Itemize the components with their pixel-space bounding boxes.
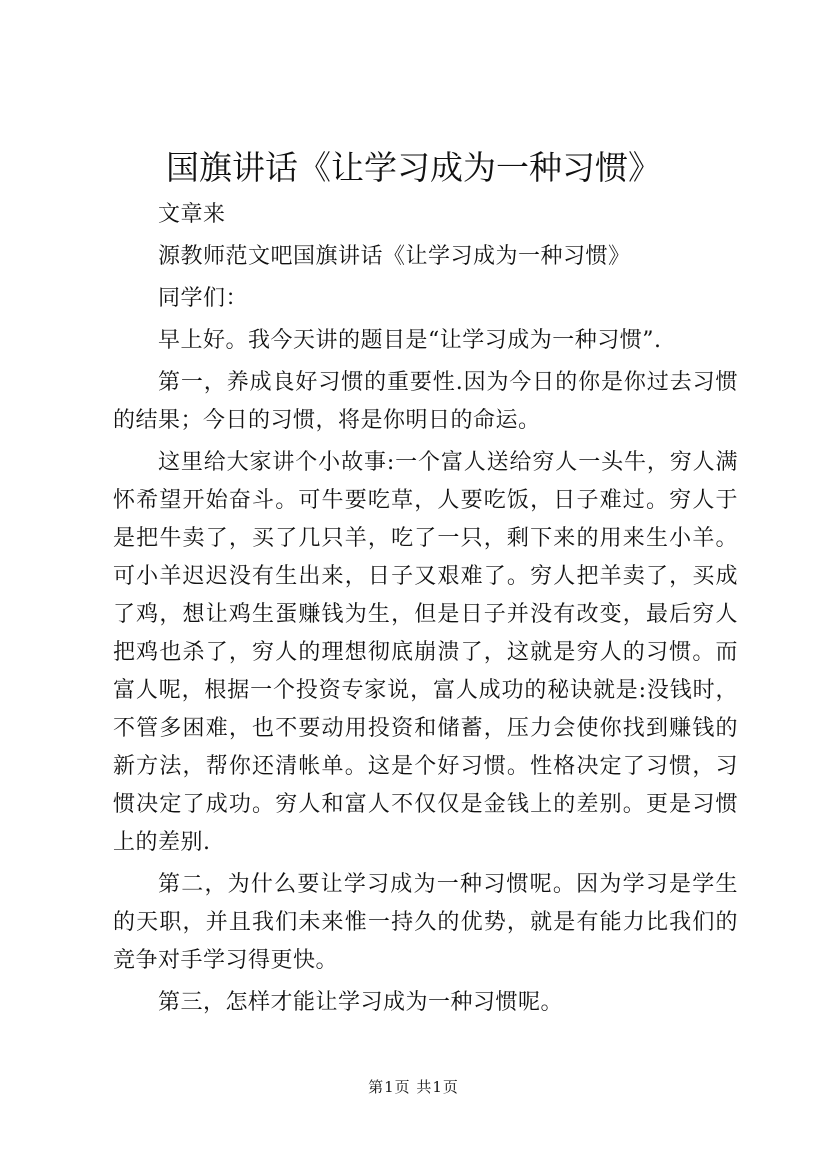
paragraph-source-line-1: 文章来	[158, 202, 226, 227]
page-number-footer: 第1页 共1页	[368, 1078, 459, 1096]
paragraph-point-two: 第二，为什么要让学习成为一种习惯呢。因为学习是学生的天职，并且我们未来惟一持久的优势，就是有能力比我们的竞争对手学习得更快。	[113, 872, 738, 973]
document-body	[113, 196, 738, 1026]
document-title: 国旗讲话《让学习成为一种习惯》	[166, 148, 661, 187]
paragraph-point-one: 第一，养成良好习惯的重要性.因为今日的你是你过去习惯的结果；今日的习惯，将是你明日的命运。	[113, 370, 738, 433]
paragraph-source-line-2: 源教师范文吧国旗讲话《让学习成为一种习惯》	[158, 244, 631, 269]
paragraph-greeting: 同学们：	[158, 286, 249, 311]
paragraph-story: 这里给大家讲个小故事:一个富人送给穷人一头牛，穷人满怀希望开始奋斗。可牛要吃草，人要吃饭，日子难过。穷人于是把牛卖了，买了几只羊，吃了一只，剩下来的用来生小羊。可小羊迟迟没有生出来，日子又艰难了。穷人把羊卖了，买成了鸡，想让鸡生蛋赚钱为生，但是日子并没有改变，最后穷人把鸡也杀了，穷人的理想彻底崩溃了，这就是穷人的习惯。而富人呢，根据一个投资专家说，富人成功的秘诀就是:没钱时，不管多困难，也不要动用投资和储蓄，压力会使你找到赚钱的新方法，帮你还清帐单。这是个好习惯。性格决定了习惯，习惯决定了成功。穷人和富人不仅仅是金钱上的差别。更是习惯上的差别.	[113, 450, 738, 855]
paragraph-point-three: 第三，怎样才能让学习成为一种习惯呢。	[158, 990, 564, 1015]
paragraph-intro: 早上好。我今天讲的题目是“让学习成为一种习惯”.	[158, 328, 662, 353]
